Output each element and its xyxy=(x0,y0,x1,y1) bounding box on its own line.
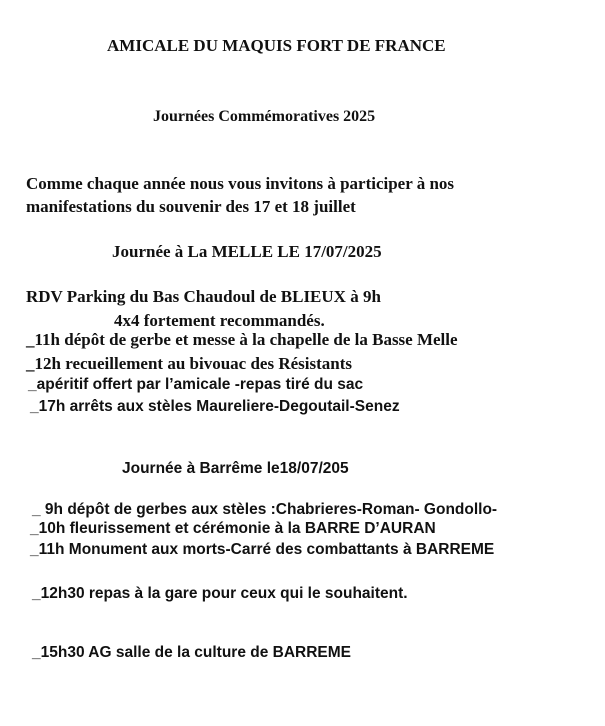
day1-item: _apéritif offert par l’amicale -repas tiré du sac xyxy=(28,376,364,393)
day1-rdv: RDV Parking du Bas Chaudoul de BLIEUX à 9h xyxy=(26,287,381,306)
day2-item: _11h Monument aux morts-Carré des combattants à BARREME xyxy=(30,541,495,558)
day1-heading: Journée à La MELLE LE 17/07/2025 xyxy=(112,242,382,261)
day2-item: _12h30 repas à la gare pour ceux qui le souhaitent. xyxy=(32,585,408,602)
day2-heading: Journée à Barrême le18/07/205 xyxy=(122,460,349,477)
day2-item: _15h30 AG salle de la culture de BARREME xyxy=(32,644,352,661)
day1-item: _17h arrêts aux stèles Maureliere-Degoutail-Senez xyxy=(30,398,400,415)
day1-item: _12h recueillement au bivouac des Résistants xyxy=(26,354,352,373)
day1-note: 4x4 fortement recommandés. xyxy=(114,311,325,330)
intro-line-2: manifestations du souvenir des 17 et 18 juillet xyxy=(26,197,356,216)
document-subtitle: Journées Commémoratives 2025 xyxy=(153,108,376,125)
day1-item: _11h dépôt de gerbe et messe à la chapelle de la Basse Melle xyxy=(26,330,458,349)
intro-line-1: Comme chaque année nous vous invitons à participer à nos xyxy=(26,174,455,193)
document-title: AMICALE DU MAQUIS FORT DE FRANCE xyxy=(107,36,446,55)
day2-item: _10h fleurissement et cérémonie à la BARRE D’AURAN xyxy=(30,520,436,537)
day2-item: _ 9h dépôt de gerbes aux stèles :Chabrieres-Roman- Gondollo- xyxy=(32,501,498,518)
